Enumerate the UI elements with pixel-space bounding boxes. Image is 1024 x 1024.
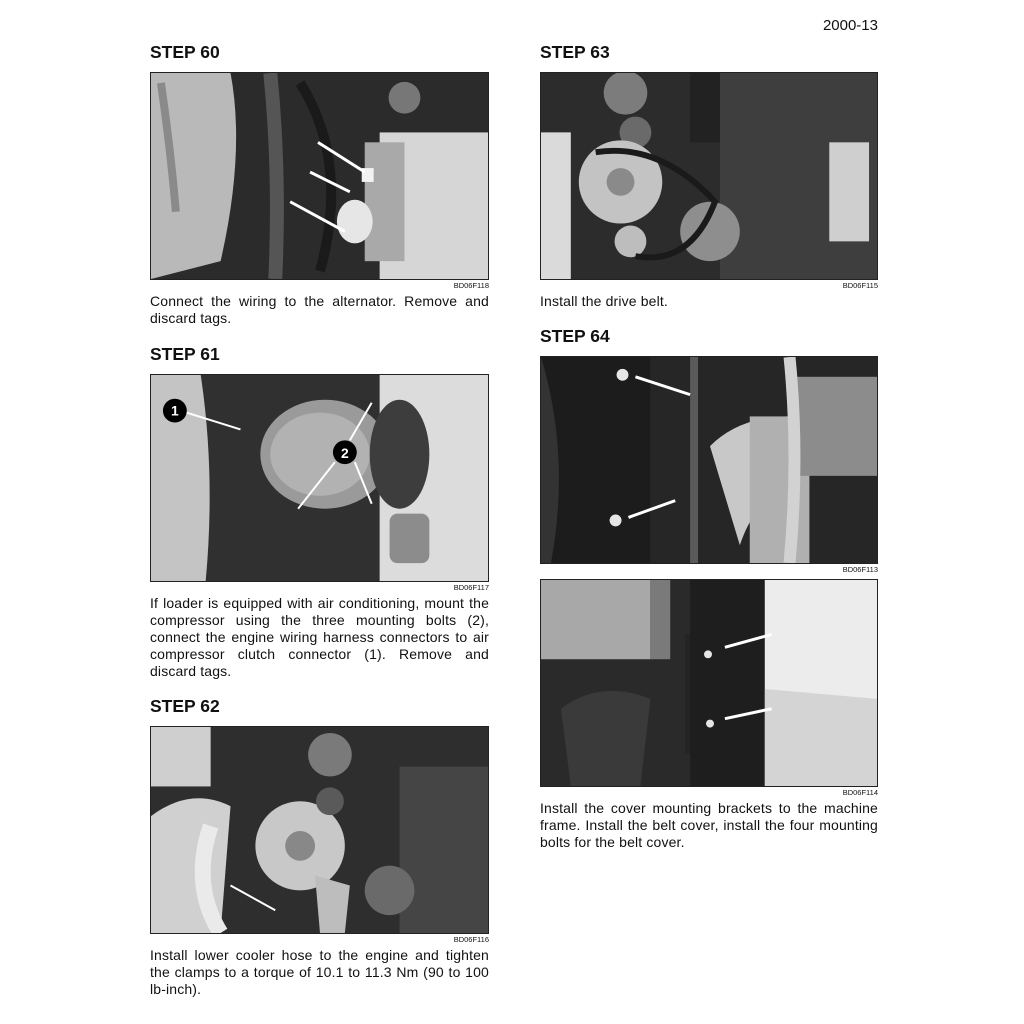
step-60-figure-code: BD06F118: [453, 281, 489, 290]
page-number: 2000-13: [822, 17, 878, 34]
step-61-title: STEP 61: [150, 344, 220, 364]
step-64-photo-b: [540, 579, 878, 787]
step-64-figure-code-a: BD06F113: [842, 565, 878, 574]
step-64: [540, 324, 878, 851]
step-64-photo-a: [540, 356, 878, 564]
callout-1: 1: [170, 402, 179, 419]
step-60-photo: [150, 72, 489, 280]
step-63-photo: [540, 72, 878, 280]
step-62-title: STEP 62: [150, 696, 220, 716]
step-64-figure-code-b: BD06F114: [842, 788, 878, 797]
step-62-figure-code: BD06F116: [453, 935, 489, 944]
step-61: [150, 342, 489, 680]
step-62-photo: [150, 726, 489, 934]
callout-2: 2: [340, 445, 349, 462]
step-63-caption: Install the drive belt.: [540, 293, 668, 309]
step-63: [540, 40, 878, 310]
step-62-caption: Install lower cooler hose to the engine and tighten the clamps to a torque of 10.1 to 11.3 Nm (90 to 100 lb-inch).: [150, 947, 489, 997]
step-64-title: STEP 64: [540, 326, 610, 346]
step-63-figure-code: BD06F115: [842, 281, 878, 290]
step-63-title: STEP 63: [540, 42, 610, 62]
step-60-caption: Connect the wiring to the alternator. Remove and discard tags.: [150, 293, 489, 326]
step-64-caption: Install the cover mounting brackets to the machine frame. Install the belt cover, install the four mounting bolts for the belt cover.: [540, 800, 878, 850]
step-60: [150, 40, 489, 327]
step-61-figure-code: BD06F117: [453, 583, 489, 592]
step-60-title: STEP 60: [150, 42, 220, 62]
step-61-caption: If loader is equipped with air conditioning, mount the compressor using the three mounting bolts (2), connect the engine wiring harness connectors to air compressor clutch connector (1). Remove and discard tags.: [150, 595, 489, 679]
step-61-photo: [150, 374, 489, 582]
step-62: [150, 694, 489, 998]
